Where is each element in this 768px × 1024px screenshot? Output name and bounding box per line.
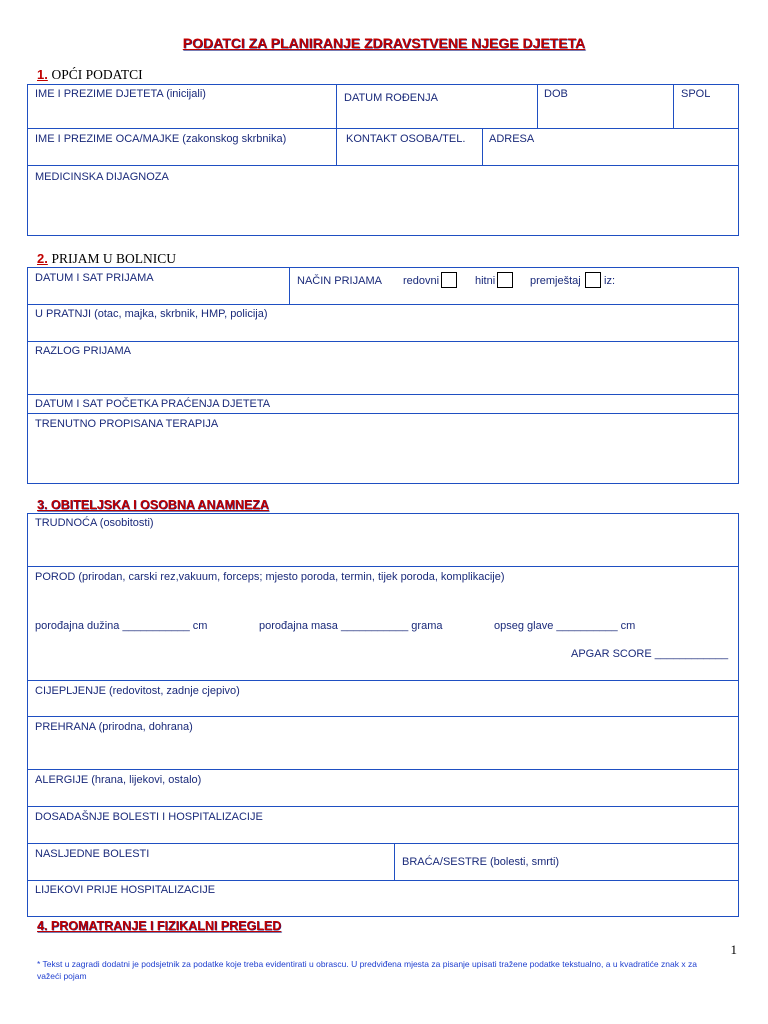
section-1-number: 1. [37, 67, 48, 82]
field-hereditary[interactable]: NASLJEDNE BOLESTI [35, 848, 150, 860]
divider [27, 806, 739, 807]
option-regular-label: redovni [403, 275, 440, 287]
checkbox-regular[interactable] [441, 272, 457, 288]
field-contact[interactable]: KONTAKT OSOBA/TEL. [346, 133, 466, 145]
field-escort[interactable]: U PRATNJI (otac, majka, skrbnik, HMP, policija) [35, 308, 268, 320]
field-pregnancy[interactable]: TRUDNOĆA (osobitosti) [35, 517, 154, 529]
general-data-table [27, 84, 739, 236]
divider [27, 394, 739, 395]
field-siblings[interactable]: BRAĆA/SESTRE (bolesti, smrti) [402, 856, 560, 868]
field-age[interactable]: DOB [544, 88, 568, 100]
field-child-name[interactable]: IME I PREZIME DJETETA (inicijali) [35, 88, 206, 100]
field-sex[interactable]: SPOL [681, 88, 711, 100]
field-allergies[interactable]: ALERGIJE (hrana, lijekovi, ostalo) [35, 774, 202, 786]
field-admission-datetime[interactable]: DATUM I SAT PRIJAMA [35, 272, 154, 284]
divider [27, 341, 739, 342]
divider [336, 84, 337, 165]
field-parent-name[interactable]: IME I PREZIME OCA/MAJKE (zakonskog skrbnika) [35, 133, 287, 145]
form-title: PODATCI ZA PLANIRANJE ZDRAVSTVENE NJEGE DJETETA [182, 35, 586, 51]
divider [27, 843, 739, 844]
divider [27, 880, 739, 881]
field-meds-before[interactable]: LIJEKOVI PRIJE HOSPITALIZACIJE [35, 884, 216, 896]
transfer-from-label: iz: [604, 275, 615, 287]
admission-mode-label: NAČIN PRIJAMA [297, 275, 382, 287]
field-nutrition[interactable]: PREHRANA (prirodna, dohrana) [35, 721, 193, 733]
section-2-heading [37, 251, 176, 267]
divider [27, 413, 739, 414]
field-birth-date[interactable]: DATUM ROĐENJA [344, 92, 438, 104]
option-transfer-label: premještaj [530, 275, 581, 287]
field-past-illness[interactable]: DOSADAŠNJE BOLESTI I HOSPITALIZACIJE [35, 811, 263, 823]
section-1-title: OPĆI PODATCI [51, 67, 143, 82]
divider [27, 304, 739, 305]
field-birth[interactable]: POROD (prirodan, carski rez,vakuum, forceps; mjesto poroda, termin, tijek poroda, komplikacije) [35, 571, 505, 583]
checkbox-urgent[interactable] [497, 272, 513, 288]
option-urgent-label: hitni [475, 275, 496, 287]
field-diagnosis[interactable]: MEDICINSKA DIJAGNOZA [35, 171, 169, 183]
field-birth-length[interactable]: porođajna dužina ___________ cm [35, 620, 208, 632]
field-apgar[interactable]: APGAR SCORE ____________ [571, 648, 729, 660]
divider [27, 128, 739, 129]
field-admission-reason[interactable]: RAZLOG PRIJAMA [35, 345, 131, 357]
field-current-therapy[interactable]: TRENUTNO PROPISANA TERAPIJA [35, 418, 219, 430]
section-3-heading: 3. OBITELJSKA I OSOBNA ANAMNEZA [37, 498, 269, 512]
divider [537, 84, 538, 128]
divider [289, 267, 290, 304]
divider [27, 165, 739, 166]
field-birth-mass[interactable]: porođajna masa ___________ grama [259, 620, 443, 632]
field-address[interactable]: ADRESA [489, 133, 535, 145]
divider [27, 769, 739, 770]
page-number: 1 [730, 942, 737, 957]
section-1-heading [37, 67, 143, 83]
divider [673, 84, 674, 128]
field-head-circumference[interactable]: opseg glave __________ cm [494, 620, 636, 632]
section-2-title: PRIJAM U BOLNICU [51, 251, 176, 266]
field-vaccination[interactable]: CIJEPLJENJE (redovitost, zadnje cjepivo) [35, 685, 240, 697]
field-monitoring-start[interactable]: DATUM I SAT POČETKA PRAĆENJA DJETETA [35, 398, 271, 410]
section-4-heading: 4. PROMATRANJE I FIZIKALNI PREGLED [37, 919, 282, 933]
section-2-number: 2. [37, 251, 48, 266]
checkbox-transfer[interactable] [585, 272, 601, 288]
admission-table [27, 267, 739, 484]
footnote: * Tekst u zagradi dodatni je podsjetnik za podatke koje treba evidentirati u obrascu. U predviđena mjesta za pisanje upisati tražene podatke tekstualno, a u kvadratiće znak x za važeći pojam [37, 959, 697, 981]
divider [27, 716, 739, 717]
divider [27, 566, 739, 567]
divider [482, 128, 483, 165]
divider [394, 843, 395, 880]
divider [27, 680, 739, 681]
